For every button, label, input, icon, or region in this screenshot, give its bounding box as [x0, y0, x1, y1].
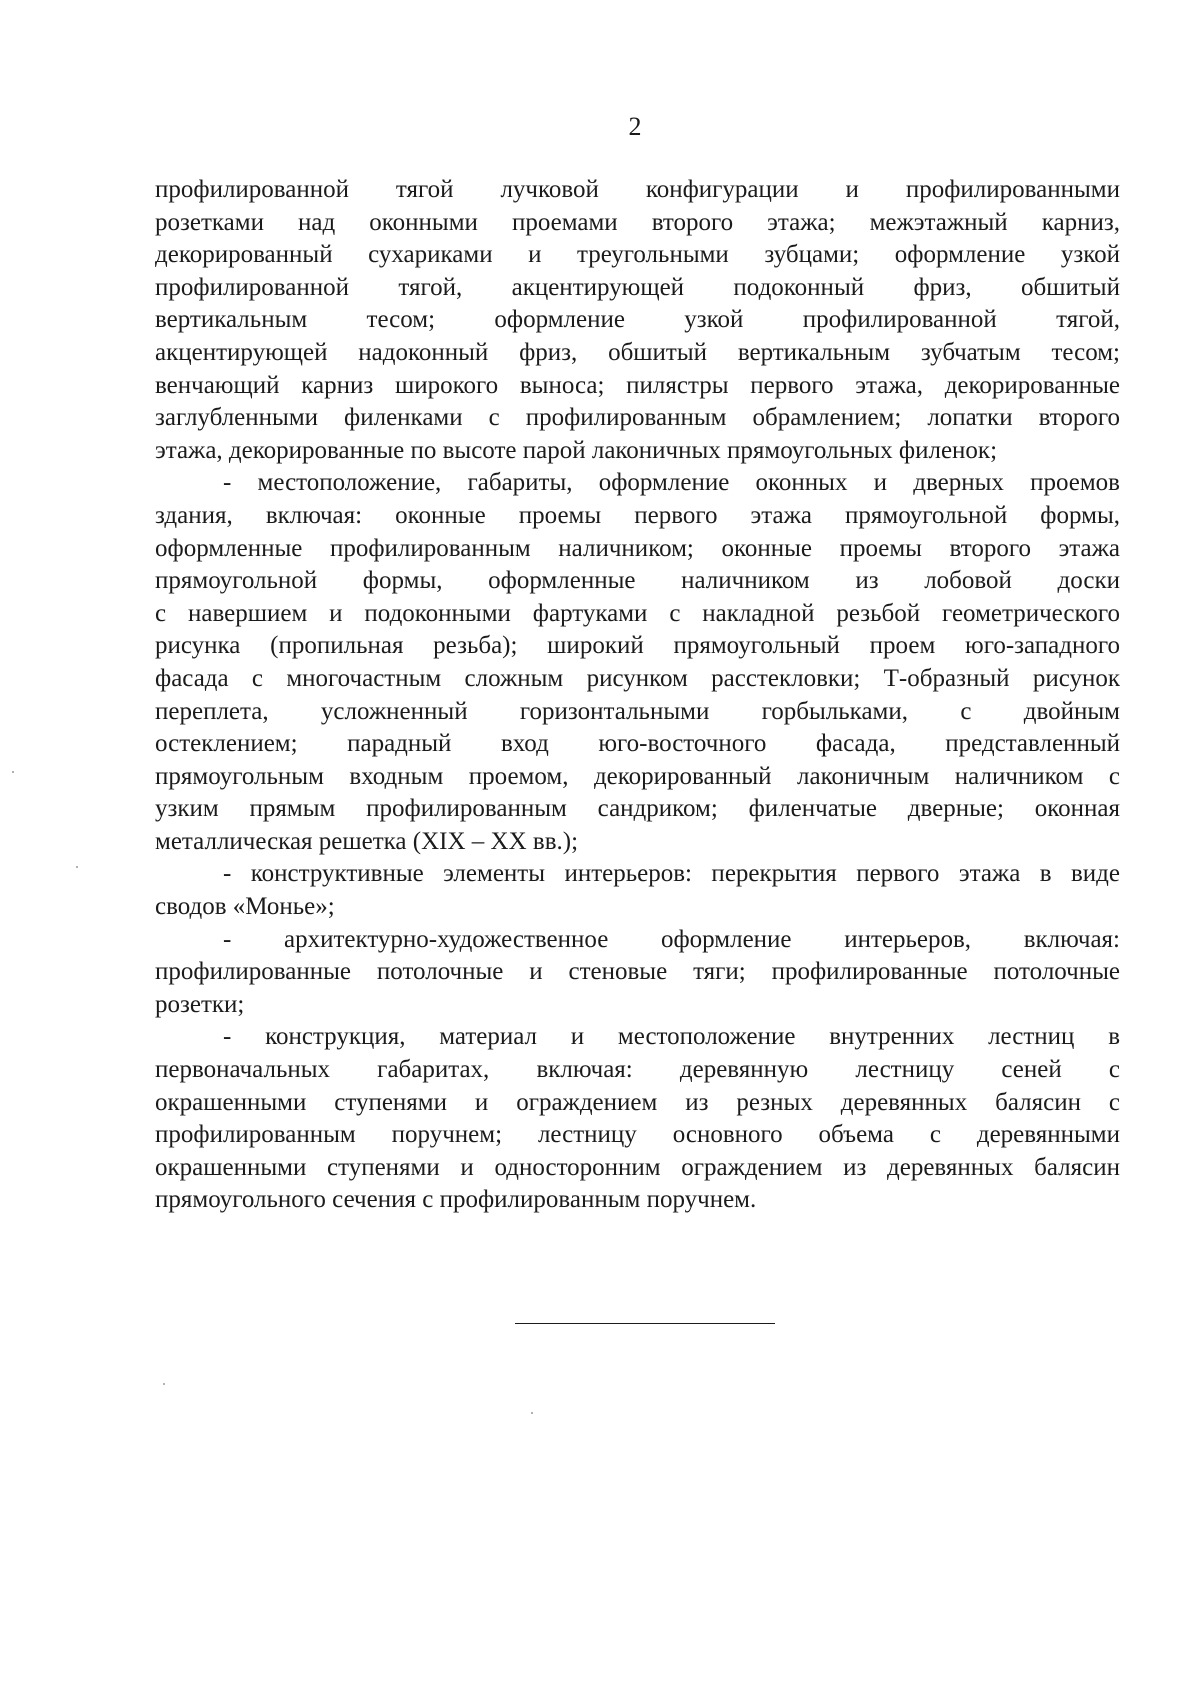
paragraph-staircases — [155, 1021, 1120, 1217]
text-line: вертикальным тесом; оформление узкой профилированной тягой, — [155, 306, 1120, 334]
text-line: розетки; — [155, 990, 245, 1018]
paragraph-facade-decor — [155, 174, 1120, 467]
text-line: профилированной тягой лучковой конфигурации и профилированными — [155, 176, 1120, 203]
closing-rule — [515, 1323, 775, 1324]
text-line: окрашенными ступенями и ограждением из резных деревянных балясин с — [155, 1088, 1120, 1116]
text-line: этажа, декорированные по высоте парой лаконичных прямоугольных филенок; — [155, 436, 998, 464]
text-line: окрашенными ступенями и односторонним ограждением из деревянных балясин — [155, 1153, 1120, 1181]
text-line: прямоугольного сечения с профилированным поручнем. — [155, 1186, 757, 1214]
text-line: прямоугольным входным проемом, декорированный лаконичным наличником с — [155, 762, 1120, 790]
scan-speck — [531, 1412, 533, 1414]
text-line: - конструктивные элементы интерьеров: перекрытия первого этажа в виде — [223, 860, 1120, 888]
scan-speck — [163, 1383, 165, 1385]
text-line: фасада с многочастным сложным рисунком расстекловки; Т-образный рисунок — [155, 664, 1120, 692]
text-line: венчающий карниз широкого выноса; пилястры первого этажа, декорированные — [155, 371, 1120, 399]
text-line: сводов «Монье»; — [155, 893, 335, 921]
text-line: - архитектурно-художественное оформление интерьеров, включая: — [223, 925, 1120, 953]
text-line: остеклением; парадный вход юго-восточного фасада, представленный — [155, 730, 1120, 758]
text-line: акцентирующей надоконный фриз, обшитый вертикальным зубчатым тесом; — [155, 338, 1120, 366]
text-line: розетками над оконными проемами второго этажа; межэтажный карниз, — [155, 208, 1120, 236]
paragraph-interior-decor — [155, 924, 1120, 1022]
text-line: профилированной тягой, акцентирующей подоконный фриз, обшитый — [155, 273, 1120, 301]
scan-speck — [12, 771, 14, 773]
page-number: 2 — [628, 112, 642, 141]
text-line: оформленные профилированным наличником; оконные проемы второго этажа — [155, 534, 1120, 562]
text-line: - конструкция, материал и местоположение внутренних лестниц в — [223, 1023, 1120, 1051]
scan-speck — [76, 866, 78, 868]
text-line: узким прямым профилированным сандриком; филенчатые дверные; оконная — [155, 795, 1120, 823]
document-body — [155, 174, 1120, 1217]
text-line: прямоугольной формы, оформленные наличником из лобовой доски — [155, 567, 1120, 595]
text-line: рисунка (пропильная резьба); широкий прямоугольный проем юго-западного — [155, 632, 1120, 660]
text-line: металлическая решетка (XIX – XX вв.); — [155, 827, 579, 855]
text-line: заглубленными филенками с профилированным обрамлением; лопатки второго — [155, 404, 1120, 432]
text-line: - местоположение, габариты, оформление оконных и дверных проемов — [223, 469, 1120, 497]
text-line: профилированным поручнем; лестницу основного объема с деревянными — [155, 1121, 1120, 1149]
paragraph-structural-elements — [155, 858, 1120, 923]
text-line: декорированный сухариками и треугольными зубцами; оформление узкой — [155, 241, 1120, 269]
paragraph-openings — [155, 467, 1120, 858]
text-line: профилированные потолочные и стеновые тяги; профилированные потолочные — [155, 958, 1120, 986]
text-line: здания, включая: оконные проемы первого этажа прямоугольной формы, — [155, 501, 1120, 529]
text-line: с навершием и подоконными фартуками с накладной резьбой геометрического — [155, 599, 1120, 627]
text-line: переплета, усложненный горизонтальными горбыльками, с двойным — [155, 697, 1120, 725]
text-line: первоначальных габаритах, включая: деревянную лестницу сеней с — [155, 1056, 1120, 1084]
